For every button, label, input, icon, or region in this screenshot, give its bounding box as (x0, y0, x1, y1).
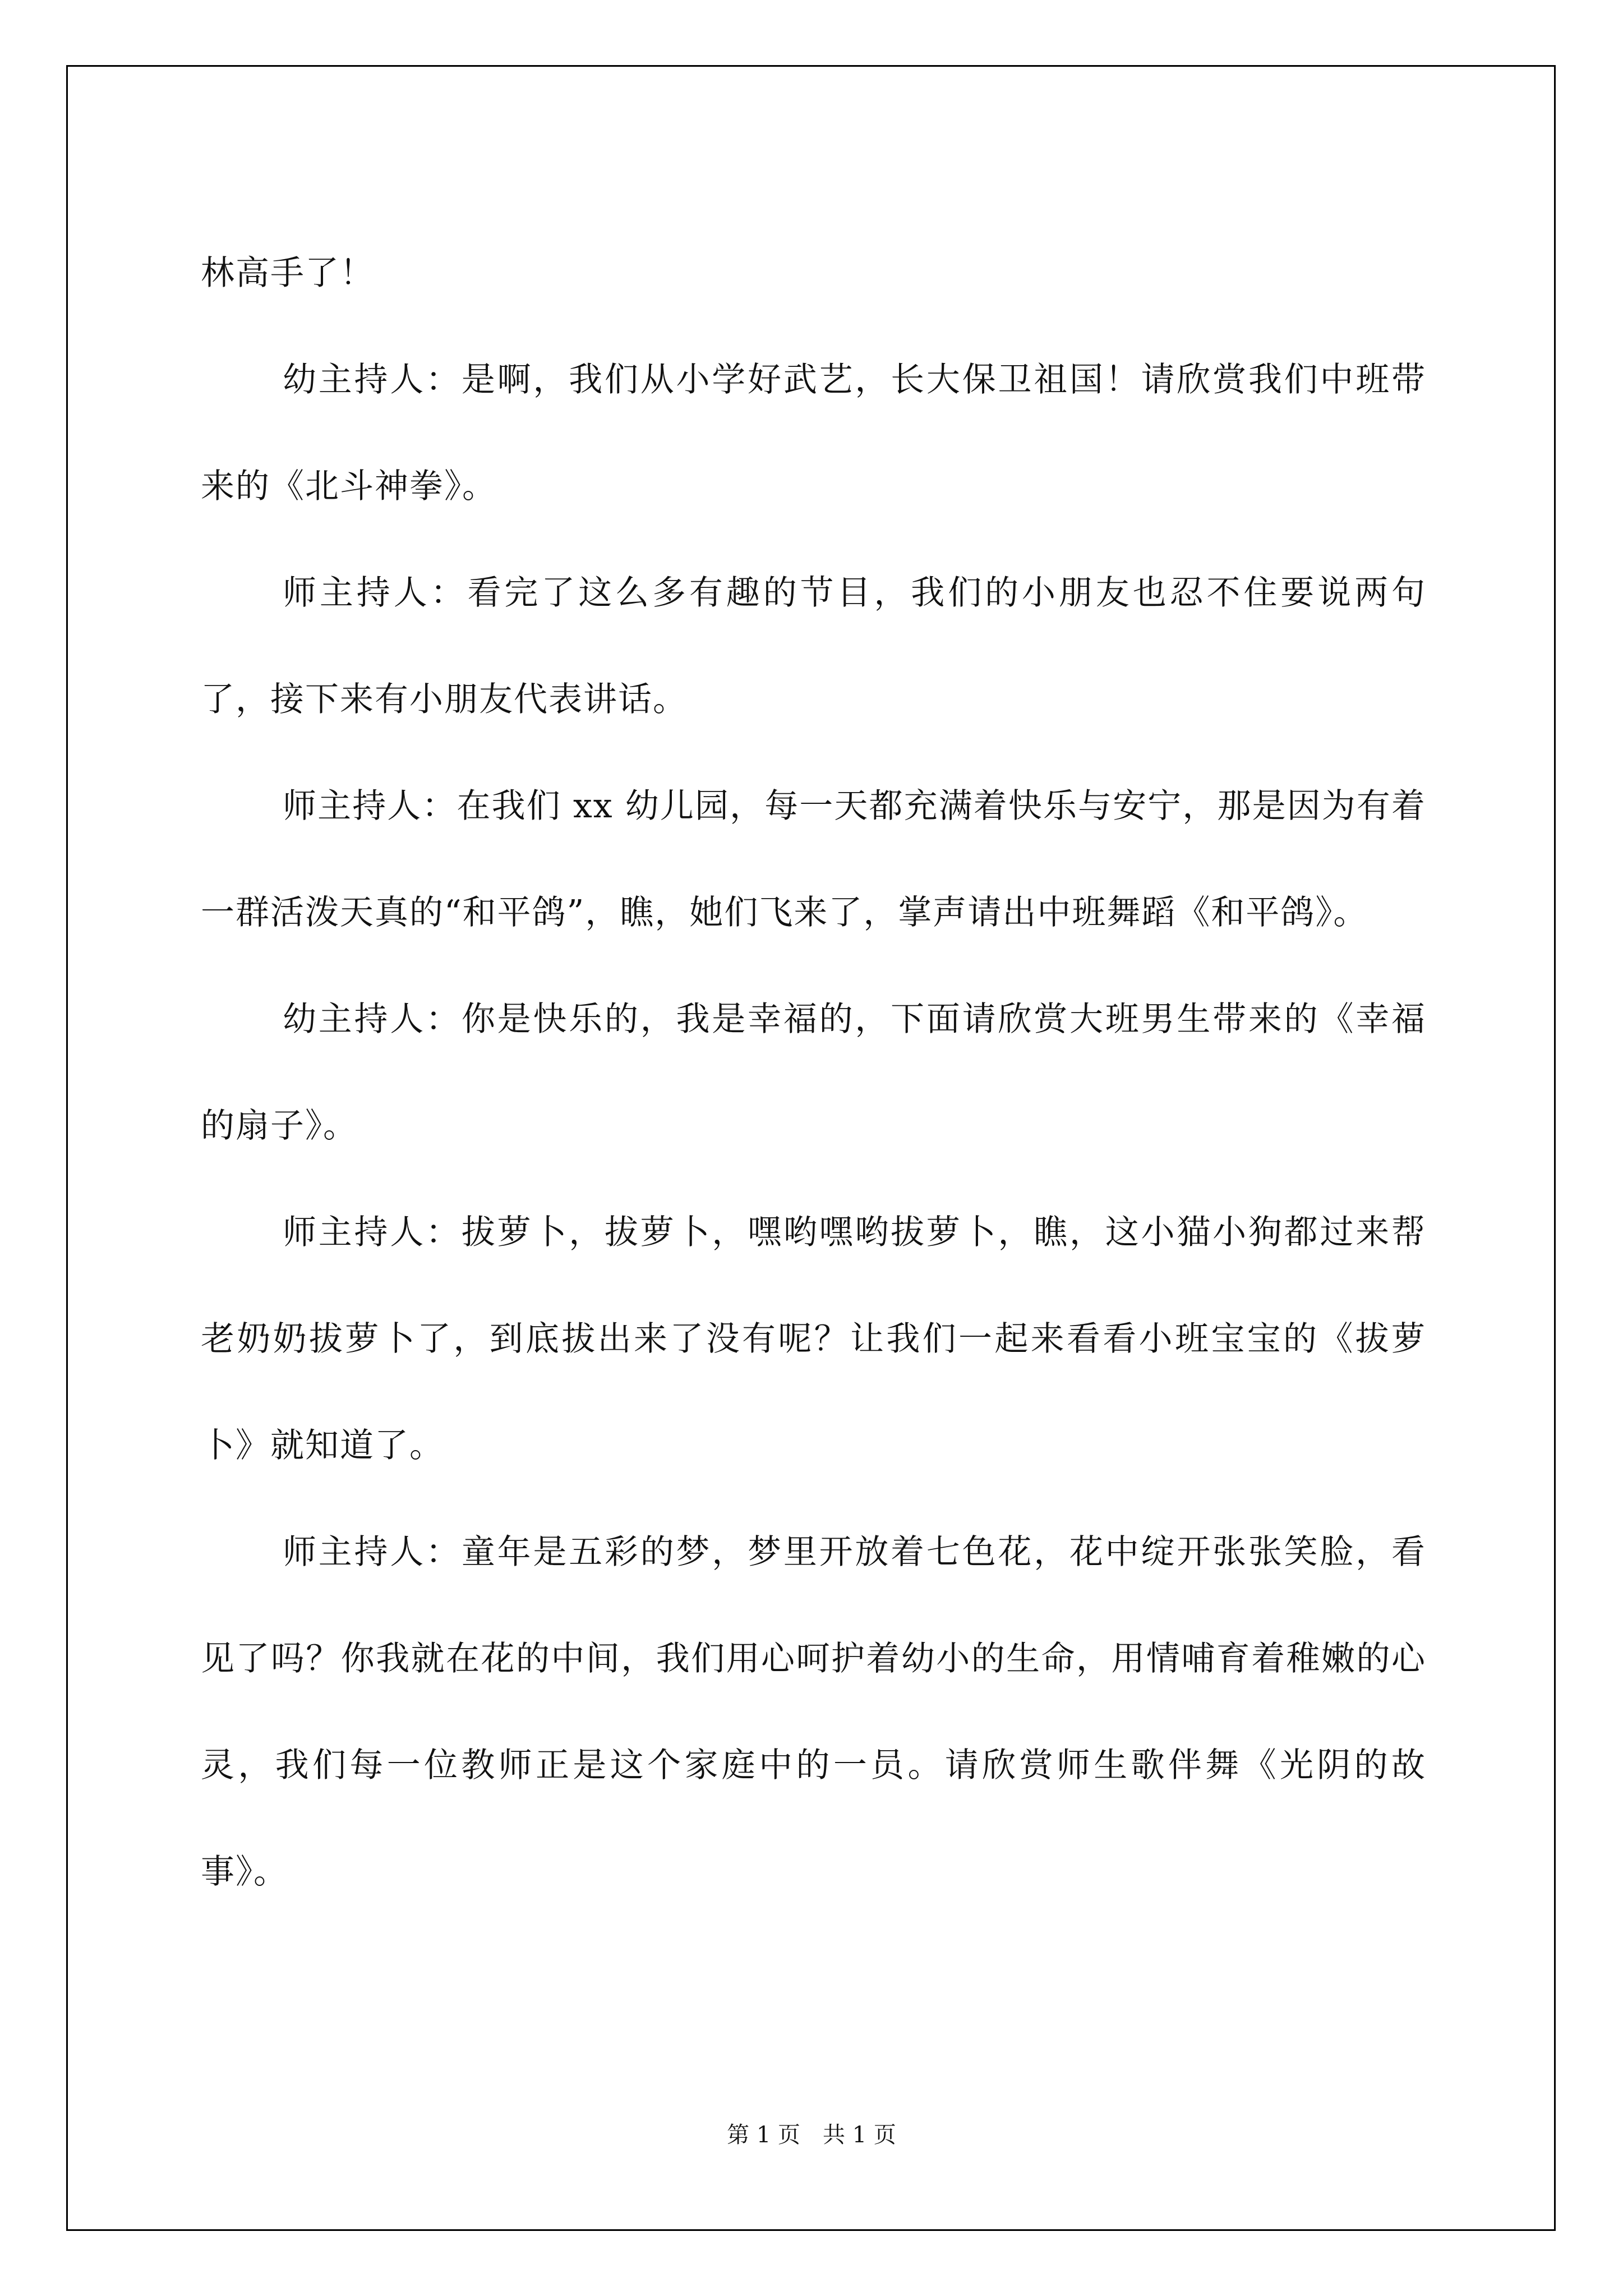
paragraph-2: 幼主持人：是啊，我们从小学好武艺，长大保卫祖国！请欣赏我们中班带来的《北斗神拳》。 (201, 360, 1426, 506)
page-footer: 第 1 页 共 1 页 (727, 2122, 896, 2148)
document-body (201, 220, 1426, 1925)
paragraph-7: 师主持人：童年是五彩的梦，梦里开放着七色花，花中绽开张张笑脸，看见了吗？你我就在花的中间，我们用心呵护着幼小的生命，用情哺育着稚嫩的心灵，我们每一位教师正是这个家庭中的一员。请欣赏师生歌伴舞《光阴的故事》。 (201, 1533, 1426, 1892)
paragraph-3: 师主持人：看完了这么多有趣的节目，我们的小朋友也忍不住要说两句了，接下来有小朋友代表讲话。 (201, 573, 1426, 719)
paragraph-4: 师主持人：在我们 xx 幼儿园，每一天都充满着快乐与安宁，那是因为有着一群活泼天真的“和平鸽”，瞧，她们飞来了，掌声请出中班舞蹈《和平鸽》。 (201, 786, 1426, 932)
paragraph-6: 师主持人：拔萝卜，拔萝卜，嘿哟嘿哟拔萝卜，瞧，这小猫小狗都过来帮老奶奶拔萝卜了，到底拔出来了没有呢？让我们一起来看看小班宝宝的《拔萝卜》就知道了。 (201, 1213, 1426, 1465)
paragraph-5: 幼主持人：你是快乐的，我是幸福的，下面请欣赏大班男生带来的《幸福的扇子》。 (201, 1000, 1426, 1145)
paragraph-1: 林高手了！ (201, 254, 375, 293)
